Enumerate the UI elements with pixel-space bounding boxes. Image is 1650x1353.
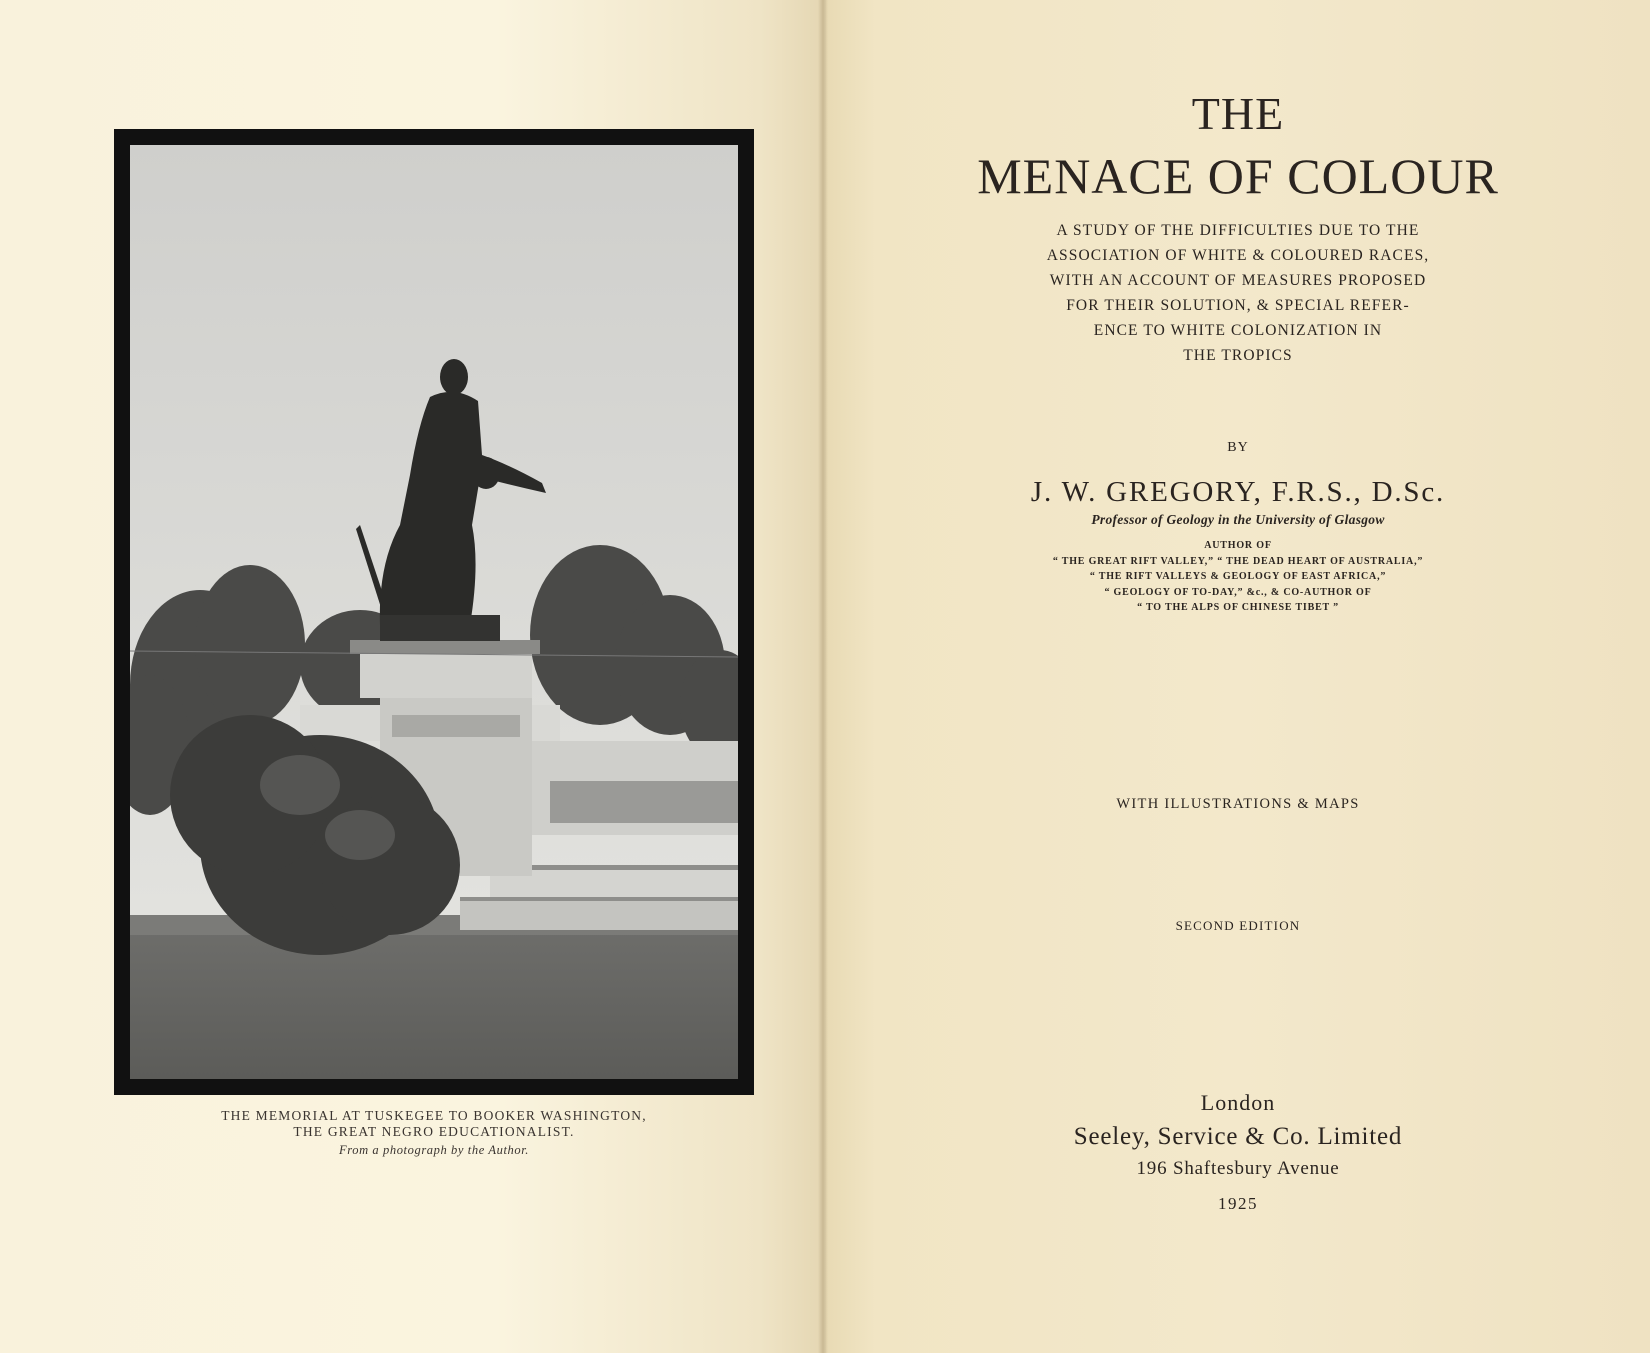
subtitle-line: A STUDY OF THE DIFFICULTIES DUE TO THE xyxy=(1056,222,1420,239)
author-name: J. W. GREGORY, F.R.S., D.Sc. xyxy=(1030,476,1446,508)
frontispiece-caption xyxy=(114,1108,754,1158)
author-works xyxy=(826,538,1650,616)
publisher-address: 196 Shaftesbury Avenue xyxy=(1136,1158,1340,1179)
subtitle-line: WITH AN ACCOUNT OF MEASURES PROPOSED xyxy=(1049,272,1427,289)
publisher-name: Seeley, Service & Co. Limited xyxy=(1073,1123,1403,1150)
publication-year: 1925 xyxy=(1218,1194,1258,1213)
book-title: MENACE OF COLOUR xyxy=(977,148,1499,204)
frontispiece-photograph xyxy=(130,145,738,1079)
author-works-line: “ GEOLOGY OF TO-DAY,” &c., & CO-AUTHOR OF xyxy=(1104,586,1372,598)
byline-label: BY xyxy=(1227,440,1249,455)
subtitle-line: FOR THEIR SOLUTION, & SPECIAL REFER- xyxy=(1066,297,1410,314)
edition-note: SECOND EDITION xyxy=(1175,918,1301,933)
title-the: THE xyxy=(1191,88,1285,139)
author-professorship: Professor of Geology in the University of Glasgow xyxy=(1091,512,1385,527)
caption-line: THE MEMORIAL AT TUSKEGEE TO BOOKER WASHINGTON, xyxy=(221,1108,647,1123)
author-works-line: “ TO THE ALPS OF CHINESE TIBET ” xyxy=(1137,602,1339,614)
photo-credit: From a photograph by the Author. xyxy=(338,1143,530,1157)
book-subtitle xyxy=(826,218,1650,368)
author-works-line: “ THE RIFT VALLEYS & GEOLOGY OF EAST AFRICA,” xyxy=(1089,571,1387,583)
frontispiece-frame xyxy=(114,129,754,1095)
subtitle-line: THE TROPICS xyxy=(1183,347,1293,364)
memorial-photo-illustration xyxy=(130,145,738,1079)
subtitle-line: ENCE TO WHITE COLONIZATION IN xyxy=(1093,322,1383,339)
author-works-line: “ THE GREAT RIFT VALLEY,” “ THE DEAD HEART OF AUSTRALIA,” xyxy=(1052,555,1424,567)
illustrations-note: WITH ILLUSTRATIONS & MAPS xyxy=(1116,796,1360,812)
publisher-city: London xyxy=(1200,1090,1276,1115)
author-works-line: AUTHOR OF xyxy=(1204,540,1272,551)
subtitle-line: ASSOCIATION OF WHITE & COLOURED RACES, xyxy=(1046,247,1430,264)
caption-line: THE GREAT NEGRO EDUCATIONALIST. xyxy=(293,1124,575,1139)
